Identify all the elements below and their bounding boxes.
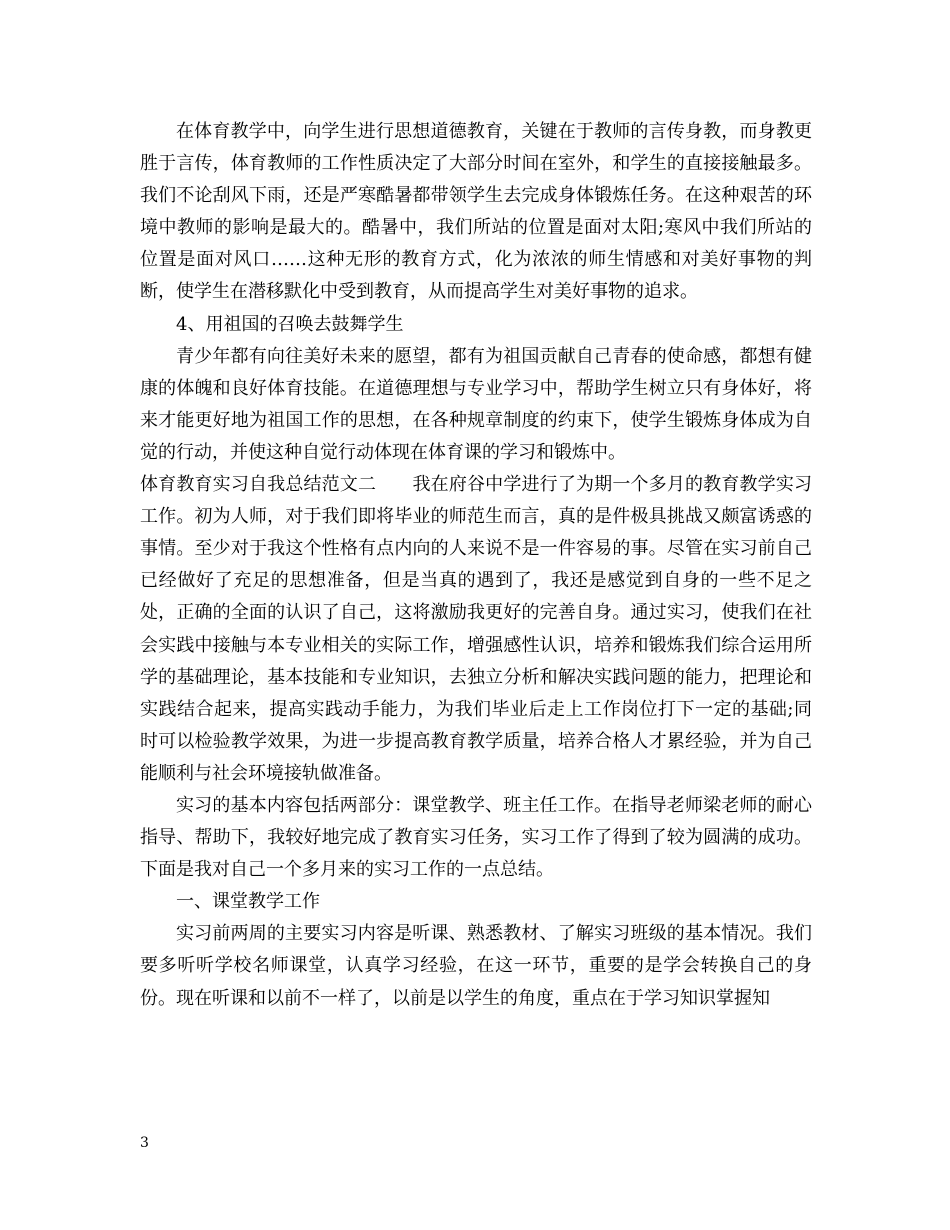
- page-number: 3: [140, 1135, 149, 1151]
- paragraph-internship-content: 实习的基本内容包括两部分：课堂教学、班主任工作。在指导老师梁老师的耐心指导、帮助下，我较好地完成了教育实习任务，实习工作了得到了较为圆满的成功。下面是我对自己一个多月来的实习工作的一点总结。: [140, 794, 812, 881]
- heading-motherland-call: 4、用祖国的召唤去鼓舞学生: [176, 313, 404, 335]
- paragraph-first-two-weeks: 实习前两周的主要实习内容是听课、熟悉教材、了解实习班级的基本情况。我们要多听听学校名师课堂，认真学习经验，在这一环节，重要的是学会转换自己的身份。现在听课和以前不一样了，以前是以学生的角度，重点在于学习知识掌握知: [140, 923, 812, 1009]
- document-body: [140, 116, 812, 1015]
- paragraph-internship-summary-two: 体育教育实习自我总结范文二 我在府谷中学进行了为期一个多月的教育教学实习工作。初为人师，对于我们即将毕业的师范生而言，真的是件极具挑战又颇富诱惑的事情。至少对于我这个性格有点内向的人来说不是一件容易的事。尽管在实习前自己已经做好了充足的思想准备，但是当真的遇到了，我还是感觉到自身的一些不足之处，正确的全面的认识了自己，这将激励我更好的完善自身。通过实习，使我们在社会实践中接触与本专业相关的实际工作，增强感性认识，培养和锻炼我们综合运用所学的基础理论，基本技能和专业知识，去独立分析和解决实践问题的能力，把理论和实践结合起来，提高实践动手能力，为我们毕业后走上工作岗位打下一定的基础;同时可以检验教学效果，为进一步提高教育教学质量，培养合格人才累经验，并为自己能顺利与社会环境接轨做准备。: [140, 474, 812, 784]
- paragraph-moral-education: 在体育教学中，向学生进行思想道德教育，关键在于教师的言传身教，而身教更胜于言传，体育教师的工作性质决定了大部分时间在室外，和学生的直接接触最多。我们不论刮风下雨，还是严寒酷暑都带领学生去完成身体锻炼任务。在这种艰苦的环境中教师的影响是最大的。酷暑中，我们所站的位置是面对太阳;寒风中我们所站的位置是面对风口……这种无形的教育方式，化为浓浓的师生情感和对美好事物的判断，使学生在潜移默化中受到教育，从而提高学生对美好事物的追求。: [140, 121, 812, 303]
- paragraph-youth-aspiration: 青少年都有向往美好未来的愿望，都有为祖国贡献自己青春的使命感，都想有健康的体魄和良好体育技能。在道德理想与专业学习中，帮助学生树立只有身体好，将来才能更好地为祖国工作的思想，在各种规章制度的约束下，使学生锻炼身体成为自觉的行动，并使这种自觉行动体现在体育课的学习和锻炼中。: [140, 345, 812, 463]
- heading-classroom-teaching: 一、课堂教学工作: [176, 891, 320, 913]
